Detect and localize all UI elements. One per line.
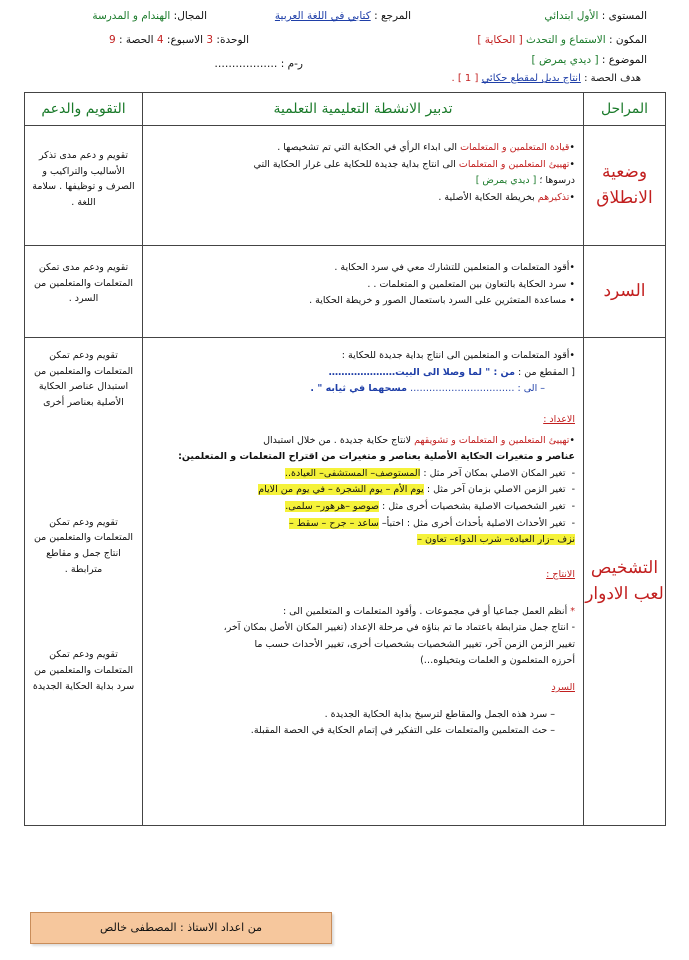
activity-text: مساعدة المتعثرين على السرد باستعمال الصور و خريطة الحكاية . (309, 295, 567, 307)
change-label: تغير الأحداث الاصلية بأحداث أخرى مثل : اختبأ– (381, 517, 566, 529)
table-header-row (25, 93, 666, 126)
activity-line: • سرد الحكاية بالتعاون بين المتعلمين و المتعلمات . . (367, 278, 575, 290)
reference-label: المرجع : (374, 10, 411, 22)
change-item: - تغير المكان الاصلي بمكان آخر مثل : المستوصف– المستشفى– العيادة.. (284, 467, 575, 479)
goal-label: هدف الحصة : (584, 73, 641, 84)
activity-text: انتاج جمل مترابطة باعتماد ما تم بناؤه في مرحلة الإعداد (تغيير المكان الأصل بمكان آخر، (223, 622, 569, 634)
eval-roleplay (25, 338, 143, 826)
change-item: - تغير الأحداث الاصلية بأحداث أخرى مثل : اختبأ– ساعد – جرح – سقط – (288, 517, 575, 529)
change-item: - تغير الزمن الاصلي بزمان آخر مثل : يوم الأم – يوم الشجرة – في يوم من الايام (258, 484, 575, 496)
activity-text: بخريطة الحكاية الأصلية . (438, 191, 535, 203)
activity-text: أقود المتعلمات و المتعلمين الى انتاج بداية جديدة للحكاية : (341, 350, 570, 361)
col-activities-header: تدبير الانشطة التعليمية التعلمية (143, 93, 584, 126)
eval-narration: تقويم ودعم مدى تمكن المتعلمات والمتعلمين من السرد . (25, 246, 143, 338)
row-roleplay (25, 338, 666, 826)
segment-from: من : " لما وصلا الى البيت………………… (328, 366, 515, 378)
stage-start: وضعية الانطلاق (584, 126, 666, 246)
unit-label: الوحدة: (216, 34, 249, 46)
session-value: 9 (109, 34, 116, 46)
segment-to-label: – الى : (517, 383, 545, 395)
component-extra: [ الحكاية ] (477, 34, 523, 46)
unit-value: 3 (206, 34, 214, 46)
activity-text: الى ابداء الرأي في الحكاية التي تم تشخيصها . (277, 142, 458, 153)
activity-green: [ ديدي يمرض ] (475, 175, 537, 187)
activity-line: •تهييئ المتعلمين و المتعلمات الى انتاج بداية جديدة للحكاية على غرار الحكاية التي (253, 158, 575, 170)
activity-line: تغيير الزمن الزمن آخر، تغيير الشخصيات بشخصيات أخرى، تغيير الأحداث حسب ما (254, 638, 575, 650)
change-item (147, 532, 575, 549)
component-label: المكون : (609, 34, 647, 46)
component-line (477, 34, 647, 46)
week-value: 4 (156, 34, 164, 46)
change-label: تغير الزمن الاصلي بزمان آخر مثل : (426, 484, 566, 496)
domain-value: الهندام و المدرسة (92, 10, 171, 22)
production-title: الانتاج : (546, 568, 575, 580)
col-eval-header: التقويم والدعم (25, 93, 143, 126)
segment-label: [ المقطع من : (518, 366, 575, 378)
topic-line (532, 54, 647, 66)
stage-roleplay: التشخيص لعب الادوار (584, 338, 666, 826)
activity-line: •أقود المتعلمات و المتعلمين الى انتاج بداية جديدة للحكاية : (341, 350, 575, 361)
lesson-table (24, 92, 666, 826)
activities-narration (143, 246, 584, 338)
activity-text: درسوها ؛ (539, 175, 575, 187)
activity-text: لانتاج حكاية جديدة . من خلال استبدال (263, 434, 412, 446)
prep-title: الاعداد : (543, 413, 575, 425)
segment-to-dots: …………………………… (410, 383, 515, 395)
activity-text: سرد هذه الجمل والمقاطع لترسيخ بداية الحكاية الجديدة . (324, 708, 548, 720)
goal-line (451, 73, 641, 84)
activity-line: * أنظم العمل جماعيا أو في مجموعات . وأقود المتعلمات و المتعلمين الى : (282, 605, 575, 617)
change-value: نزف –زار العيادة– شرب الدواء– تعاون – (417, 534, 575, 546)
activity-line: عناصر و متغيرات الحكاية الأصلية بعناصر و متغيرات من اقتراح المتعلمات و المتعلمين: (178, 451, 575, 463)
rm-dots: ……………… (214, 58, 278, 70)
change-value: صوصو –هرهور– سلمى. (285, 501, 379, 512)
component-value: الاستماع و التحدث (526, 34, 606, 46)
activity-line: – حث المتعلمين والمتعلمات على التفكير في إتمام الحكاية في الحصة المقبلة. (250, 725, 555, 737)
eval-item: تقويم ودعم تمكن المتعلمات والمتعلمين من انتاج جمل و مقاطع مترابطة . (33, 516, 134, 575)
col-stages-header: المراحل (584, 93, 666, 126)
author-box: من اعداد الاستاذ : المصطفى خالص (30, 912, 332, 944)
activity-line: •أقود المتعلمات و المتعلمين للتشارك معي في سرد الحكاية . (334, 262, 575, 273)
session-label: الحصة : (119, 34, 154, 46)
reference-line (275, 10, 411, 22)
activity-text: الى انتاج بداية جديدة للحكاية على غرار الحكاية التي (253, 158, 456, 170)
activity-red: تهييئ المتعلمين و المتعلمات و تشويقهم (414, 434, 570, 446)
level-label: المستوى : (601, 10, 647, 22)
eval-item: تقويم ودعم تمكن المتعلمات والمتعلمين من سرد بداية الحكاية الجديدة (32, 649, 135, 692)
change-value: ساعد – جرح – سقط – (288, 517, 379, 529)
level-line (544, 10, 647, 22)
activity-line (147, 365, 575, 382)
reference-value: كتابي في اللغة العربية (274, 10, 371, 22)
activity-text: حث المتعلمين والمتعلمات على التفكير في إتمام الحكاية في الحصة المقبلة. (250, 725, 548, 737)
activity-line: •تهييئ المتعلمين و المتعلمات و تشويقهم لانتاج حكاية جديدة . من خلال استبدال (263, 434, 575, 446)
topic-label: الموضوع : (601, 54, 647, 66)
activity-line (147, 173, 575, 190)
activity-line: • مساعدة المتعثرين على السرد باستعمال الصور و خريطة الحكاية . (309, 295, 575, 307)
unit-line (109, 34, 249, 46)
stage-narration: السرد (584, 246, 666, 338)
topic-value: [ ديدي يمرض ] (531, 54, 599, 66)
activity-line: – سرد هذه الجمل والمقاطع لترسيخ بداية الحكاية الجديدة . (324, 708, 555, 720)
domain-label: المجال: (173, 10, 207, 22)
activities-start (143, 126, 584, 246)
level-value: الأول ابتدائي (544, 10, 599, 22)
segment-to: مسحهما في ثيابه " . (310, 383, 407, 395)
change-label: تغير الشخصيات الاصلية بشخصيات أخرى مثل : (382, 501, 566, 512)
row-narration (25, 246, 666, 338)
activity-red: قيادة المتعلمين و المتعلمات (460, 142, 570, 153)
goal-value: انتاج بديل لمقطع حكائي (481, 73, 581, 84)
eval-item: تقويم ودعم تمكن المتعلمات والمتعلمين من استبدال عناصر الحكاية الأصلية بعناصر أخرى (33, 350, 134, 409)
activity-text: أقود المتعلمات و المتعلمين للتشارك معي في سرد الحكاية . (334, 262, 570, 273)
activity-line: - انتاج جمل مترابطة باعتماد ما تم بناؤه في مرحلة الإعداد (تغيير المكان الأصل بمكان آخر، (223, 622, 575, 634)
activities-roleplay (143, 338, 584, 826)
eval-start: تقويم و دعم مدى تذكر الأساليب والتراكيب و الصرف و توظيفها . سلامة اللغة . (25, 126, 143, 246)
rm-line (214, 58, 303, 70)
narration-title: السرد (551, 682, 575, 693)
activity-text: أنظم العمل جماعيا أو في مجموعات . وأقود المتعلمات و المتعلمين الى : (282, 605, 568, 617)
activity-text: سرد الحكاية بالتعاون بين المتعلمين و المتعلمات . . (367, 278, 567, 290)
change-value: يوم الأم – يوم الشجرة – في يوم من الايام (258, 484, 424, 496)
rm-label: ر-م : (280, 58, 303, 70)
row-start (25, 126, 666, 246)
activity-red: تذكيرهم (537, 191, 570, 203)
activity-line (147, 381, 575, 398)
change-label: تغير المكان الاصلي بمكان آخر مثل : (423, 467, 566, 479)
domain-line (92, 10, 207, 22)
activity-red: تهييئ المتعلمين و المتعلمات (458, 158, 570, 170)
change-value: المستوصف– المستشفى– العيادة.. (284, 467, 421, 479)
activity-line: •قيادة المتعلمين و المتعلمات الى ابداء الرأي في الحكاية التي تم تشخيصها . (277, 142, 575, 153)
activity-line: أحرزه المتعلمون و العلمات وبتخيلوه…) (420, 655, 575, 667)
activity-line: •تذكيرهم بخريطة الحكاية الأصلية . (438, 191, 575, 203)
change-item: - تغير الشخصيات الاصلية بشخصيات أخرى مثل : صوصو –هرهور– سلمى. (285, 501, 575, 512)
goal-num: [ 1 ] . (451, 73, 479, 84)
week-label: الاسبوع: (166, 34, 204, 46)
